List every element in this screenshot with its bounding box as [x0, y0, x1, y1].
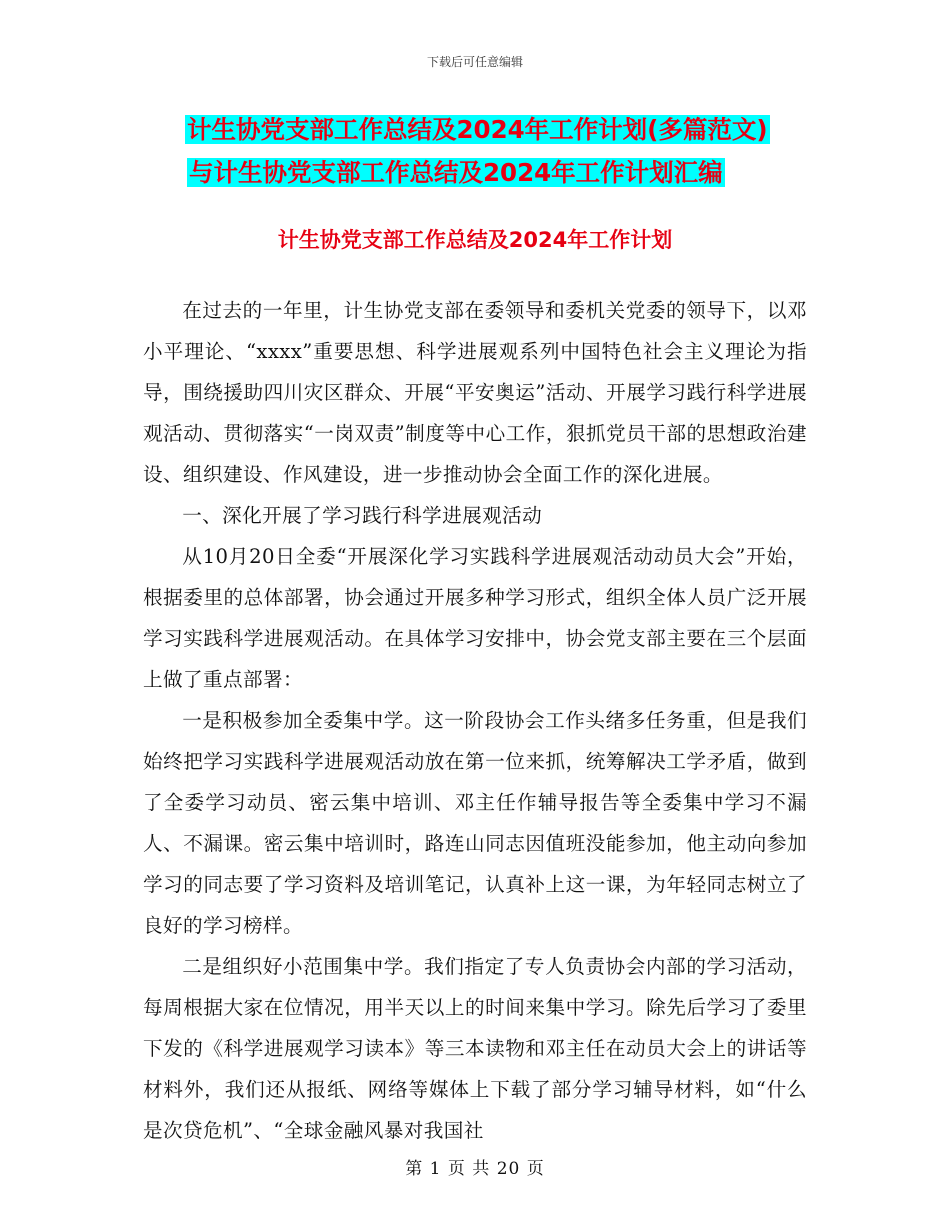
paragraph-intro: 在过去的一年里，计生协党支部在委领导和委机关党委的领导下，以邓小平理论、“xxxx”重要思想、科学进展观系列中国特色社会主义理论为指导，围绕援助四川灾区群众、开展“平安奥运”活动、开展学习践行科学进展观活动、贯彻落实“一岗双责”制度等中心工作，狠抓党员干部的思想政治建设、组织建设、作风建设，进一步推动协会全面工作的深化进展。 [143, 299, 807, 486]
paragraph-3: 一是积极参加全委集中学。这一阶段协会工作头绪多任务重，但是我们始终把学习实践科学进展观活动放在第一位来抓，统筹解决工学矛盾，做到了全委学习动员、密云集中培训、邓主任作辅导报告等全委集中学习不漏人、不漏课。密云集中培训时，路连山同志因值班没能参加，他主动向参加学习的同志要了学习资料及培训笔记，认真补上这一课，为年轻同志树立了良好的学习榜样。 [143, 709, 807, 937]
document-body [143, 290, 807, 1151]
paragraph-4: 二是组织好小范围集中学。我们指定了专人负责协会内部的学习活动，每周根据大家在位情况，用半天以上的时间来集中学习。除先后学习了委里下发的《科学进展观学习读本》等三本读物和邓主任在动员大会上的讲话等材料外，我们还从报纸、网络等媒体上下载了部分学习辅导材料，如“什么是次贷危机”、“全球金融风暴对我国社 [143, 955, 807, 1142]
page-number-footer: 第 1 页 共 20 页 [405, 1159, 545, 1179]
paragraph-2: 从10月20日全委“开展深化学习实践科学进展观活动动员大会”开始，根据委里的总体部署，协会通过开展多种学习形式，组织全体人员广泛开展学习实践科学进展观活动。在具体学习安排中，协会党支部主要在三个层面上做了重点部署： [143, 545, 807, 691]
main-title-line-2 [187, 156, 837, 190]
main-title-line-1 [185, 113, 835, 147]
paragraph-heading-1: 一、深化开展了学习践行科学进展观活动 [182, 504, 543, 527]
section-title: 计生协党支部工作总结及2024年工作计划 [277, 228, 673, 252]
header-note: 下载后可任意编辑 [426, 55, 523, 69]
main-title-line-2-text: 与计生协党支部工作总结及2024年工作计划汇编 [189, 158, 723, 187]
main-title-line-1-text: 计生协党支部工作总结及2024年工作计划(多篇范文) [187, 115, 768, 144]
